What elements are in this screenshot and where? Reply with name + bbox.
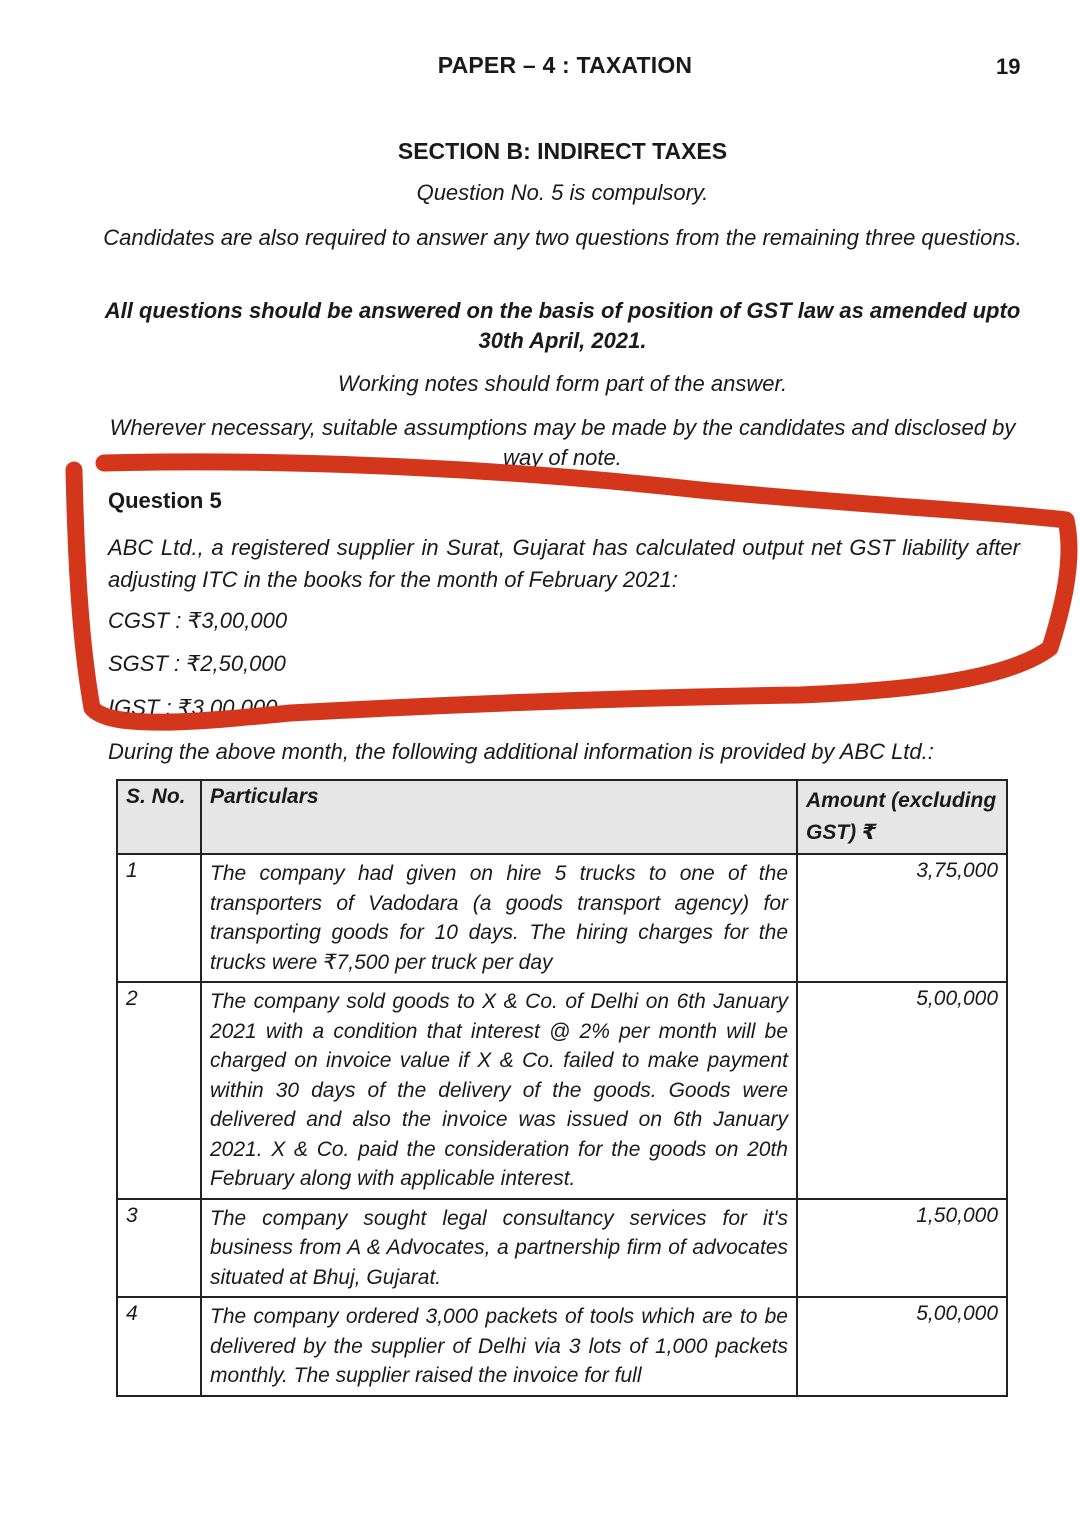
- page-number: 19: [996, 54, 1021, 79]
- row-particulars: The company had given on hire 5 trucks to one of the transporters of Vadodara (a goods transport agency) for transporting goods for 10 days. The hiring charges for the trucks were ₹7,500 per truck per day: [201, 854, 797, 982]
- page-header-title: PAPER – 4 : TAXATION: [437, 52, 693, 78]
- table-header-row: [117, 780, 1007, 854]
- question-intro: ABC Ltd., a registered supplier in Surat, Gujarat has calculated output net GST liability after adjusting ITC in the books for the month of February 2021:: [108, 535, 1020, 592]
- igst-line: IGST : ₹3,00,000: [108, 695, 278, 720]
- cgst-line: CGST : ₹3,00,000: [108, 608, 288, 633]
- table-row: [117, 1297, 1007, 1396]
- row-amount: 1,50,000: [797, 1199, 1007, 1298]
- header-sno: S. No.: [117, 780, 201, 854]
- section-title: SECTION B: INDIRECT TAXES: [397, 138, 728, 164]
- row-amount: 5,00,000: [797, 1297, 1007, 1396]
- row-amount: 5,00,000: [797, 982, 1007, 1199]
- table-row: [117, 1199, 1007, 1298]
- table-row: [117, 854, 1007, 982]
- question-heading: Question 5: [108, 488, 222, 513]
- header-particulars: Particulars: [201, 780, 797, 854]
- instruction-working-notes: Working notes should form part of the answer.: [337, 371, 788, 396]
- transactions-table: [116, 779, 1008, 1397]
- row-particulars: The company ordered 3,000 packets of tools which are to be delivered by the supplier of Delhi via 3 lots of 1,000 packets monthly. The supplier raised the invoice for full: [201, 1297, 797, 1396]
- instruction-assumptions: Wherever necessary, suitable assumptions may be made by the candidates and disclosed by way of note.: [109, 415, 1016, 470]
- sgst-line: SGST : ₹2,50,000: [108, 651, 286, 676]
- row-sno: 3: [117, 1199, 201, 1298]
- header-amount: Amount (excluding GST) ₹: [797, 780, 1007, 854]
- instruction-choose-two: Candidates are also required to answer any two questions from the remaining three questions.: [103, 225, 1022, 250]
- additional-info-line: During the above month, the following additional information is provided by ABC Ltd.:: [108, 739, 934, 764]
- instruction-compulsory: Question No. 5 is compulsory.: [416, 180, 709, 205]
- row-amount: 3,75,000: [797, 854, 1007, 982]
- row-sno: 2: [117, 982, 201, 1199]
- row-sno: 1: [117, 854, 201, 982]
- row-particulars: The company sold goods to X & Co. of Delhi on 6th January 2021 with a condition that interest @ 2% per month will be charged on invoice value if X & Co. failed to make payment within 30 days of the delivery of the goods. Goods were delivered and also the invoice was issued on 6th January 2021. X & Co. paid the consideration for the goods on 20th February along with applicable interest.: [201, 982, 797, 1199]
- row-particulars: The company sought legal consultancy services for it's business from A & Advocates, a partnership firm of advocates situated at Bhuj, Gujarat.: [201, 1199, 797, 1298]
- table-row: [117, 982, 1007, 1199]
- row-sno: 4: [117, 1297, 201, 1396]
- instruction-gst-law: All questions should be answered on the basis of position of GST law as amended upto 30th April, 2021.: [104, 298, 1021, 353]
